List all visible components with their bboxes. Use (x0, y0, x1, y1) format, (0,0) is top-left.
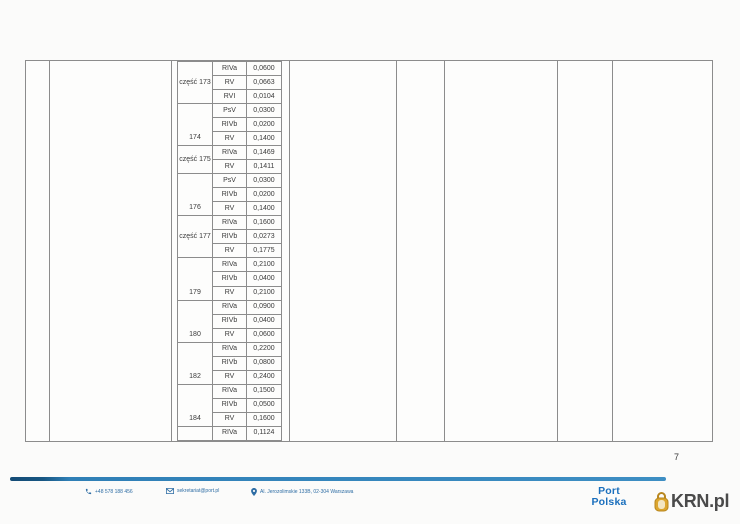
table-row (178, 300, 282, 314)
soil-class-cell: RIVb (213, 118, 247, 132)
soil-class-cell: RIVa (213, 146, 247, 160)
parcel-id-cell (178, 426, 213, 440)
area-value-cell: 0,1400 (247, 132, 282, 146)
parcel-id-cell: część 175 (178, 146, 213, 174)
soil-class-cell: RV (213, 76, 247, 90)
area-value-cell: 0,2400 (247, 370, 282, 384)
soil-class-cell: RIVa (213, 62, 247, 76)
soil-class-cell: RIVb (213, 230, 247, 244)
area-value-cell: 0,2100 (247, 286, 282, 300)
table-column-divider (171, 61, 172, 441)
table-row (178, 104, 282, 118)
table-row (178, 146, 282, 160)
padlock-icon (654, 491, 669, 512)
footer-phone-text: +48 578 188 456 (95, 488, 133, 495)
krn-watermark (654, 491, 729, 512)
soil-class-cell: RV (213, 370, 247, 384)
area-value-cell: 0,1411 (247, 160, 282, 174)
table-row (178, 174, 282, 188)
parcel-table (177, 61, 282, 441)
area-value-cell: 0,1775 (247, 244, 282, 258)
table-column-divider (557, 61, 558, 441)
area-value-cell: 0,0300 (247, 104, 282, 118)
area-value-cell: 0,2200 (247, 342, 282, 356)
phone-icon (85, 488, 92, 495)
soil-class-cell: RIVb (213, 398, 247, 412)
area-value-cell: 0,1469 (247, 146, 282, 160)
soil-class-cell: RIVb (213, 272, 247, 286)
area-value-cell: 0,0200 (247, 188, 282, 202)
parcel-table-body (178, 62, 282, 441)
table-row (178, 426, 282, 440)
parcel-id-cell: 174 (178, 104, 213, 146)
parcel-id-cell: 184 (178, 384, 213, 426)
footer-rule (10, 477, 666, 481)
footer-email-text: sekretariat@port.pl (177, 488, 220, 494)
area-value-cell: 0,1500 (247, 384, 282, 398)
area-value-cell: 0,0663 (247, 76, 282, 90)
soil-class-cell: RIVa (213, 216, 247, 230)
area-value-cell: 0,0300 (247, 174, 282, 188)
table-row (178, 62, 282, 76)
area-value-cell: 0,0400 (247, 272, 282, 286)
soil-class-cell: RV (213, 160, 247, 174)
port-polska-logo (583, 486, 635, 508)
krn-watermark-text: KRN.pl (671, 491, 730, 511)
area-value-cell: 0,0104 (247, 90, 282, 104)
area-value-cell: 0,0800 (247, 356, 282, 370)
soil-class-cell: RIVa (213, 258, 247, 272)
soil-class-cell: RIVa (213, 300, 247, 314)
soil-class-cell: RIVb (213, 356, 247, 370)
soil-class-cell: RV (213, 202, 247, 216)
table-row (178, 342, 282, 356)
parcel-id-cell: 176 (178, 174, 213, 216)
soil-class-cell: RV (213, 412, 247, 426)
soil-class-cell: RV (213, 328, 247, 342)
envelope-icon (166, 488, 174, 494)
footer-phone (85, 488, 133, 495)
port-polska-logo-line2: Polska (591, 496, 627, 508)
parcel-id-cell: 182 (178, 342, 213, 384)
table-row (178, 258, 282, 272)
table-column-divider (612, 61, 613, 441)
table-row (178, 384, 282, 398)
soil-class-cell: RV (213, 244, 247, 258)
soil-class-cell: PsV (213, 104, 247, 118)
table-column-divider (444, 61, 445, 441)
footer-email (166, 488, 219, 494)
soil-class-cell: RV (213, 286, 247, 300)
footer-address (251, 488, 353, 496)
location-pin-icon (251, 488, 257, 496)
area-value-cell: 0,1600 (247, 412, 282, 426)
parcel-soil-table (25, 60, 713, 442)
parcel-id-cell: część 173 (178, 62, 213, 104)
area-value-cell: 0,0500 (247, 398, 282, 412)
footer-address-text: Al. Jerozolimskie 133B, 02-304 Warszawa (260, 489, 354, 495)
soil-class-cell: RIVa (213, 426, 247, 440)
area-value-cell: 0,0400 (247, 314, 282, 328)
soil-class-cell: RVI (213, 90, 247, 104)
soil-class-cell: RIVb (213, 314, 247, 328)
area-value-cell: 0,0600 (247, 62, 282, 76)
port-polska-logo-line1: Port (598, 485, 620, 497)
page-number: 7 (674, 452, 680, 462)
area-value-cell: 0,0600 (247, 328, 282, 342)
table-column-divider (289, 61, 290, 441)
area-value-cell: 0,1124 (247, 426, 282, 440)
parcel-id-cell: 179 (178, 258, 213, 300)
area-value-cell: 0,1600 (247, 216, 282, 230)
soil-class-cell: RIVa (213, 384, 247, 398)
table-row (178, 216, 282, 230)
table-column-divider (396, 61, 397, 441)
soil-class-cell: RV (213, 132, 247, 146)
soil-class-cell: RIVb (213, 188, 247, 202)
area-value-cell: 0,1400 (247, 202, 282, 216)
area-value-cell: 0,2100 (247, 258, 282, 272)
table-column-divider (49, 61, 50, 441)
area-value-cell: 0,0900 (247, 300, 282, 314)
area-value-cell: 0,0273 (247, 230, 282, 244)
soil-class-cell: RIVa (213, 342, 247, 356)
parcel-id-cell: część 177 (178, 216, 213, 258)
area-value-cell: 0,0200 (247, 118, 282, 132)
soil-class-cell: PsV (213, 174, 247, 188)
parcel-id-cell: 180 (178, 300, 213, 342)
